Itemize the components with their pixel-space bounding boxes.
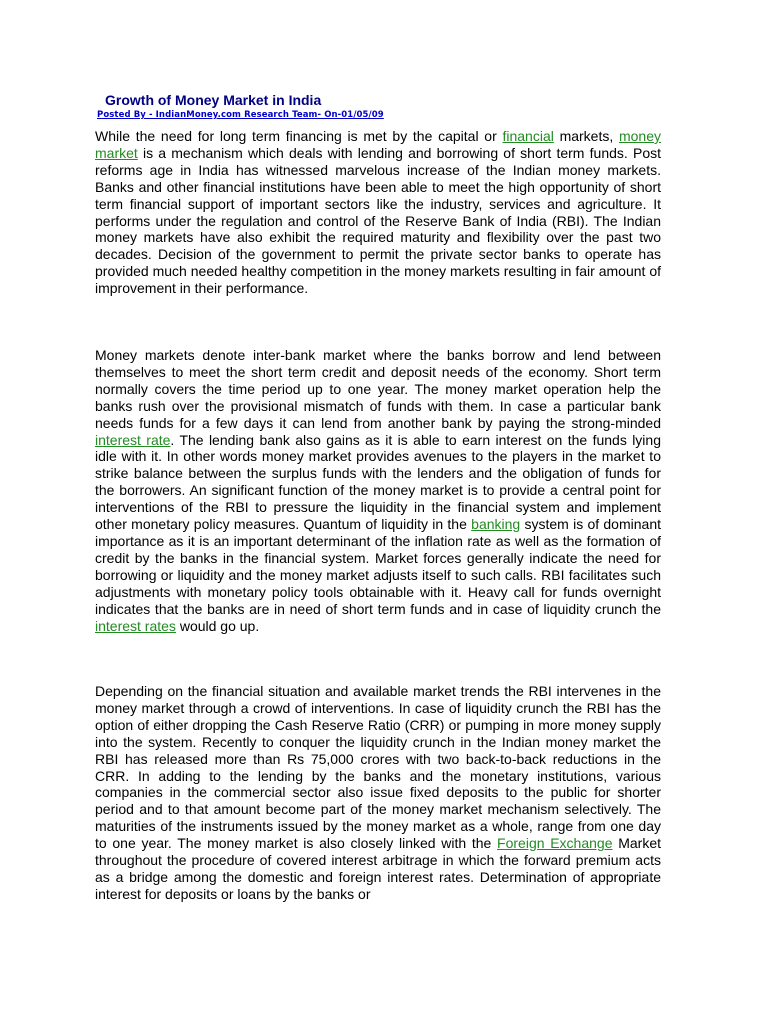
link-financial[interactable]: financial <box>502 128 554 144</box>
text-run: . The lending bank also gains as it is able to earn interest on the funds lying idle with it. In other words money market provides avenues to the players in the market to strike balance between the surplus funds with the lenders and the obligation of funds for the borrowers. An significant function of the money market is to provide a central point for interventions of the RBI to pressure the liquidity in the financial system and implement other monetary policy measures. Quantum of liquidity in the <box>95 431 661 533</box>
link-interest-rates[interactable]: interest rates <box>95 617 176 634</box>
article-byline-link[interactable]: Posted By - IndianMoney.com Research Team- On-01/05/09 <box>97 110 384 120</box>
link-banking[interactable]: banking <box>471 516 521 533</box>
link-money-market[interactable]: money market <box>95 128 661 161</box>
article-title: Growth of Money Market in India <box>105 92 322 108</box>
paragraph-3 <box>95 683 661 903</box>
link-foreign-exchange[interactable]: Foreign Exchange <box>497 835 613 852</box>
link-interest-rate[interactable]: interest rate <box>95 431 171 448</box>
text-run: system is of dominant importance as it is an important determinant of the inflation rate as well as the formation of credit by the banks in the financial system. Market forces generally indicate the need for borrowing or liquidity and the money market adjusts itself to such calls. RBI facilitates such adjustments with monetary policy tools obtainable with it. Heavy call for funds overnight indicates that the banks are in need of short term funds and in case of liquidity crunch the <box>95 516 661 617</box>
paragraph-1 <box>95 128 661 297</box>
text-run: markets, <box>553 128 619 144</box>
text-run: Money markets denote inter-bank market where the banks borrow and lend between themselves to meet the short term credit and deposit needs of the economy. Short term normally covers the time period up to one year. The money market operation help the banks rush over the provisional mismatch of funds with them. In case a particular bank needs funds for a few days it can lend from another bank by paying the strong-minded <box>95 347 661 431</box>
text-run: Market throughout the procedure of covered interest arbitrage in which the forward premium acts as a bridge among the domestic and foreign interest rates. Determination of appropriate interest for deposits or loans by the banks or <box>95 835 661 902</box>
text-run: would go up. <box>175 617 260 634</box>
text-run: While the need for long term financing is met by the capital or <box>95 128 503 144</box>
text-run: is a mechanism which deals with lending and borrowing of short term funds. Post reforms age in India has witnessed marvelous increase of the Indian money markets. Banks and other financial institutions have been able to meet the high opportunity of short term financial support of important sectors like the industry, services and agriculture. It performs under the regulation and control of the Reserve Bank of India (RBI). The Indian money markets have also exhibit the required maturity and flexibility over the past two decades. Decision of the government to permit the private sector banks to operate has provided much needed healthy competition in the money markets resulting in fair amount of improvement in their performance. <box>95 144 661 297</box>
paragraph-2 <box>95 347 661 634</box>
text-run: Depending on the financial situation and available market trends the RBI intervenes in the money market through a crowd of interventions. In case of liquidity crunch the RBI has the option of either dropping the Cash Reserve Ratio (CRR) or pumping in more money supply into the system. Recently to conquer the liquidity crunch in the Indian money market the RBI has released more than Rs 75,000 crores with two back-to-back reductions in the CRR. In adding to the lending by the banks and the monetary institutions, various companies in the commercial sector also issue fixed deposits to the public for shorter period and to that amount become part of the money market mechanism selectively. The maturities of the instruments issued by the money market as a whole, range from one day to one year. The money market is also closely linked with the <box>95 683 661 852</box>
